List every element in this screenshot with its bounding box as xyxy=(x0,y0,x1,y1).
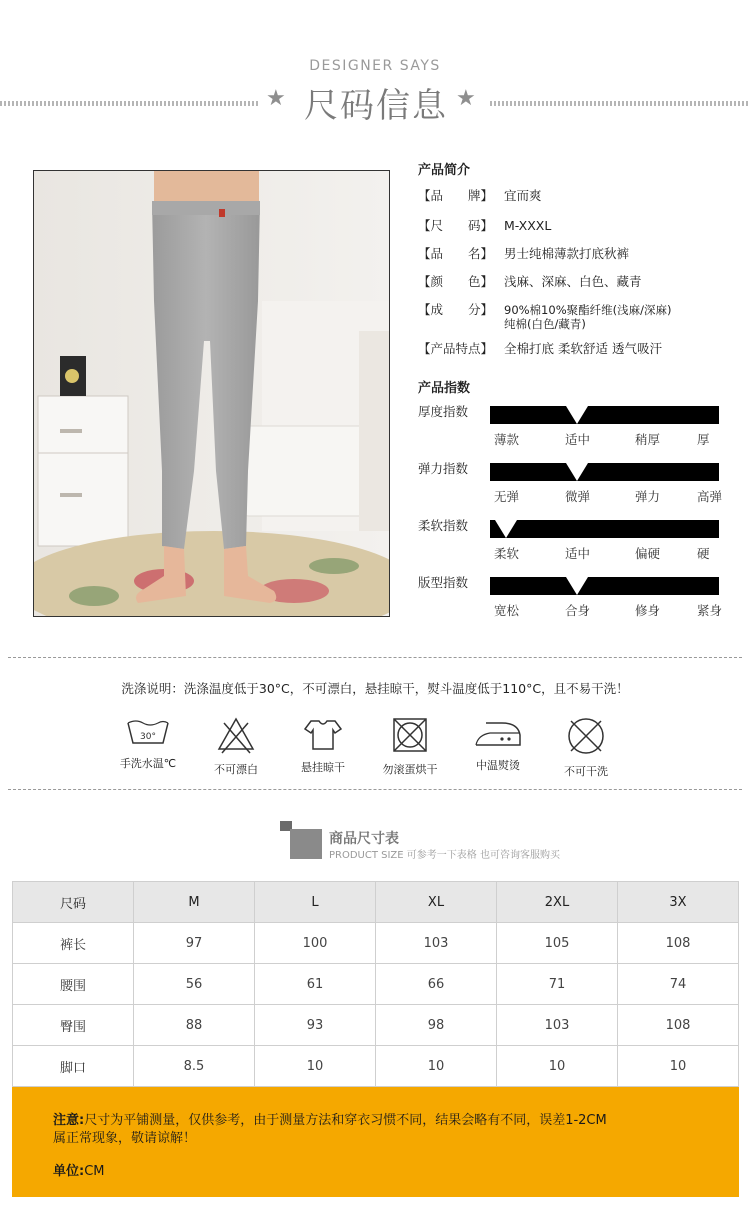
info-row-brand xyxy=(418,186,542,204)
notice-unit-value: CM xyxy=(84,1164,105,1179)
info-key: 【品 名】 xyxy=(418,246,494,261)
wash-caption: 悬挂晾干 xyxy=(301,761,345,774)
size-chart-title: 商品尺寸表 xyxy=(329,831,399,847)
table-cell: 74 xyxy=(618,964,739,1005)
table-cell: 108 xyxy=(618,1005,739,1046)
size-chart-subtitle: PRODUCT SIZE 可参考一下表格 也可咨询客服购买 xyxy=(329,850,560,861)
table-row xyxy=(13,964,739,1005)
index-tick-label: 厚 xyxy=(697,432,710,447)
wash-item-no-tumble xyxy=(360,715,460,777)
table-cell: 108 xyxy=(618,923,739,964)
index-tick-label: 柔软 xyxy=(494,546,520,561)
info-value: M-XXXL xyxy=(504,218,552,233)
table-cell: 10 xyxy=(618,1046,739,1087)
size-table xyxy=(12,881,739,1087)
table-header-cell: M xyxy=(134,882,255,923)
product-intro-heading: 产品简介 xyxy=(418,163,471,178)
wash-temp-text: 30° xyxy=(140,732,156,742)
table-row-label: 臀围 xyxy=(13,1005,134,1046)
table-cell: 103 xyxy=(376,923,497,964)
index-tick-label: 修身 xyxy=(635,603,661,618)
info-row-features xyxy=(418,339,662,357)
wash-caption: 勿滚蛋烘干 xyxy=(382,763,438,776)
divider xyxy=(8,789,742,790)
table-row-label: 腰围 xyxy=(13,964,134,1005)
info-value: 全棉打底 柔软舒适 透气吸汗 xyxy=(504,341,662,356)
index-label: 弹力指数 xyxy=(418,461,469,476)
info-value: 浅麻、深麻、白色、藏青 xyxy=(504,274,642,289)
index-tick-label: 弹力 xyxy=(635,489,661,504)
info-row-name xyxy=(418,244,629,262)
star-icon: ★ xyxy=(266,86,286,111)
wash-item-iron xyxy=(448,715,548,773)
info-value: 90%棉10%聚酯纤维(浅麻/深麻) xyxy=(504,303,672,317)
table-cell: 98 xyxy=(376,1005,497,1046)
index-bar xyxy=(490,463,719,481)
notice-text-1: 尺寸为平铺测量，仅供参考，由于测量方法和穿衣习惯不同，结果会略有不同，误差1-2CM xyxy=(84,1113,607,1128)
wash-caption: 不可漂白 xyxy=(214,763,258,776)
index-tick-label: 无弹 xyxy=(494,489,520,504)
pants-model-illustration xyxy=(34,171,389,616)
info-key: 【颜 色】 xyxy=(418,274,494,289)
table-row xyxy=(13,1046,739,1087)
wash-item-hand-wash xyxy=(98,715,198,771)
table-header-cell: 尺码 xyxy=(13,882,134,923)
info-row-size xyxy=(418,216,551,234)
no-bleach-icon xyxy=(216,715,256,755)
index-level-marker xyxy=(566,577,588,595)
table-cell: 8.5 xyxy=(134,1046,255,1087)
table-row xyxy=(13,1005,739,1046)
info-row-color xyxy=(418,272,642,290)
table-cell: 66 xyxy=(376,964,497,1005)
notice-text-2: 属正常现象，敬请谅解！ xyxy=(53,1131,197,1146)
index-label: 柔软指数 xyxy=(418,518,469,533)
table-header-cell: L xyxy=(255,882,376,923)
index-bar xyxy=(490,406,719,424)
table-row-label: 脚口 xyxy=(13,1046,134,1087)
notice-line-1 xyxy=(53,1109,607,1128)
wash-item-no-dry-clean xyxy=(536,715,636,779)
wash-caption: 中温熨烫 xyxy=(476,759,520,772)
table-cell: 100 xyxy=(255,923,376,964)
table-cell: 103 xyxy=(497,1005,618,1046)
star-icon: ★ xyxy=(456,86,476,111)
index-tick-label: 稍厚 xyxy=(635,432,661,447)
index-level-marker xyxy=(566,406,588,424)
index-tick-label: 薄款 xyxy=(494,432,520,447)
index-bar xyxy=(490,520,719,538)
index-level-marker xyxy=(495,520,517,538)
notice-unit xyxy=(53,1160,105,1179)
table-cell: 10 xyxy=(376,1046,497,1087)
table-cell: 61 xyxy=(255,964,376,1005)
no-tumble-dry-icon xyxy=(390,715,430,755)
info-value: 宜而爽 xyxy=(504,188,542,203)
table-cell: 56 xyxy=(134,964,255,1005)
index-label: 版型指数 xyxy=(418,575,469,590)
designer-says-text: DESIGNER SAYS xyxy=(309,58,441,74)
table-cell: 71 xyxy=(497,964,618,1005)
divider xyxy=(8,657,742,658)
table-row-label: 裤长 xyxy=(13,923,134,964)
header-rule-left xyxy=(0,101,258,106)
index-tick-label: 微弹 xyxy=(565,489,591,504)
index-tick-label: 合身 xyxy=(565,603,591,618)
wash-caption: 不可干洗 xyxy=(564,765,608,778)
header-rule-right xyxy=(490,101,750,106)
wash-item-no-bleach xyxy=(186,715,286,777)
info-key: 【尺 码】 xyxy=(418,218,494,233)
table-cell: 97 xyxy=(134,923,255,964)
wash-item-hang-dry xyxy=(273,715,373,775)
table-cell: 93 xyxy=(255,1005,376,1046)
wash-caption: 手洗水温℃ xyxy=(119,757,177,770)
table-header-cell: 2XL xyxy=(497,882,618,923)
info-key: 【成 分】 xyxy=(418,302,494,317)
index-tick-label: 适中 xyxy=(565,546,591,561)
index-tick-label: 硬 xyxy=(697,546,710,561)
table-header-cell: XL xyxy=(376,882,497,923)
table-cell: 88 xyxy=(134,1005,255,1046)
index-tick-label: 适中 xyxy=(565,432,591,447)
hang-dry-icon xyxy=(303,715,343,753)
notice-label: 注意: xyxy=(53,1113,85,1128)
size-chart-logo-icon xyxy=(280,821,322,859)
table-header-row xyxy=(13,882,739,923)
table-header-cell: 3X xyxy=(618,882,739,923)
hand-wash-icon xyxy=(123,715,173,749)
info-value-material-2: 纯棉(白色/藏青) xyxy=(504,317,586,331)
product-index-heading: 产品指数 xyxy=(418,381,471,396)
info-value: 男士纯棉薄款打底秋裤 xyxy=(504,246,630,261)
index-level-marker xyxy=(566,463,588,481)
table-cell: 10 xyxy=(497,1046,618,1087)
index-bar xyxy=(490,577,719,595)
table-cell: 10 xyxy=(255,1046,376,1087)
table-cell: 105 xyxy=(497,923,618,964)
notice-unit-label: 单位: xyxy=(53,1164,85,1179)
product-photo xyxy=(33,170,390,617)
index-tick-label: 高弹 xyxy=(697,489,723,504)
index-tick-label: 宽松 xyxy=(494,603,520,618)
index-tick-label: 紧身 xyxy=(697,603,723,618)
no-dry-clean-icon xyxy=(565,715,607,757)
index-label: 厚度指数 xyxy=(418,404,469,419)
info-key: 【产品特点】 xyxy=(418,341,494,356)
table-row xyxy=(13,923,739,964)
info-key: 【品 牌】 xyxy=(418,188,494,203)
index-tick-label: 偏硬 xyxy=(635,546,661,561)
page-title: 尺码信息 xyxy=(304,86,448,126)
iron-medium-icon xyxy=(472,715,524,751)
wash-instructions: 洗涤说明：洗涤温度低于30°C，不可漂白，悬挂晾干，熨斗温度低于110°C，且不易干洗！ xyxy=(121,681,629,696)
